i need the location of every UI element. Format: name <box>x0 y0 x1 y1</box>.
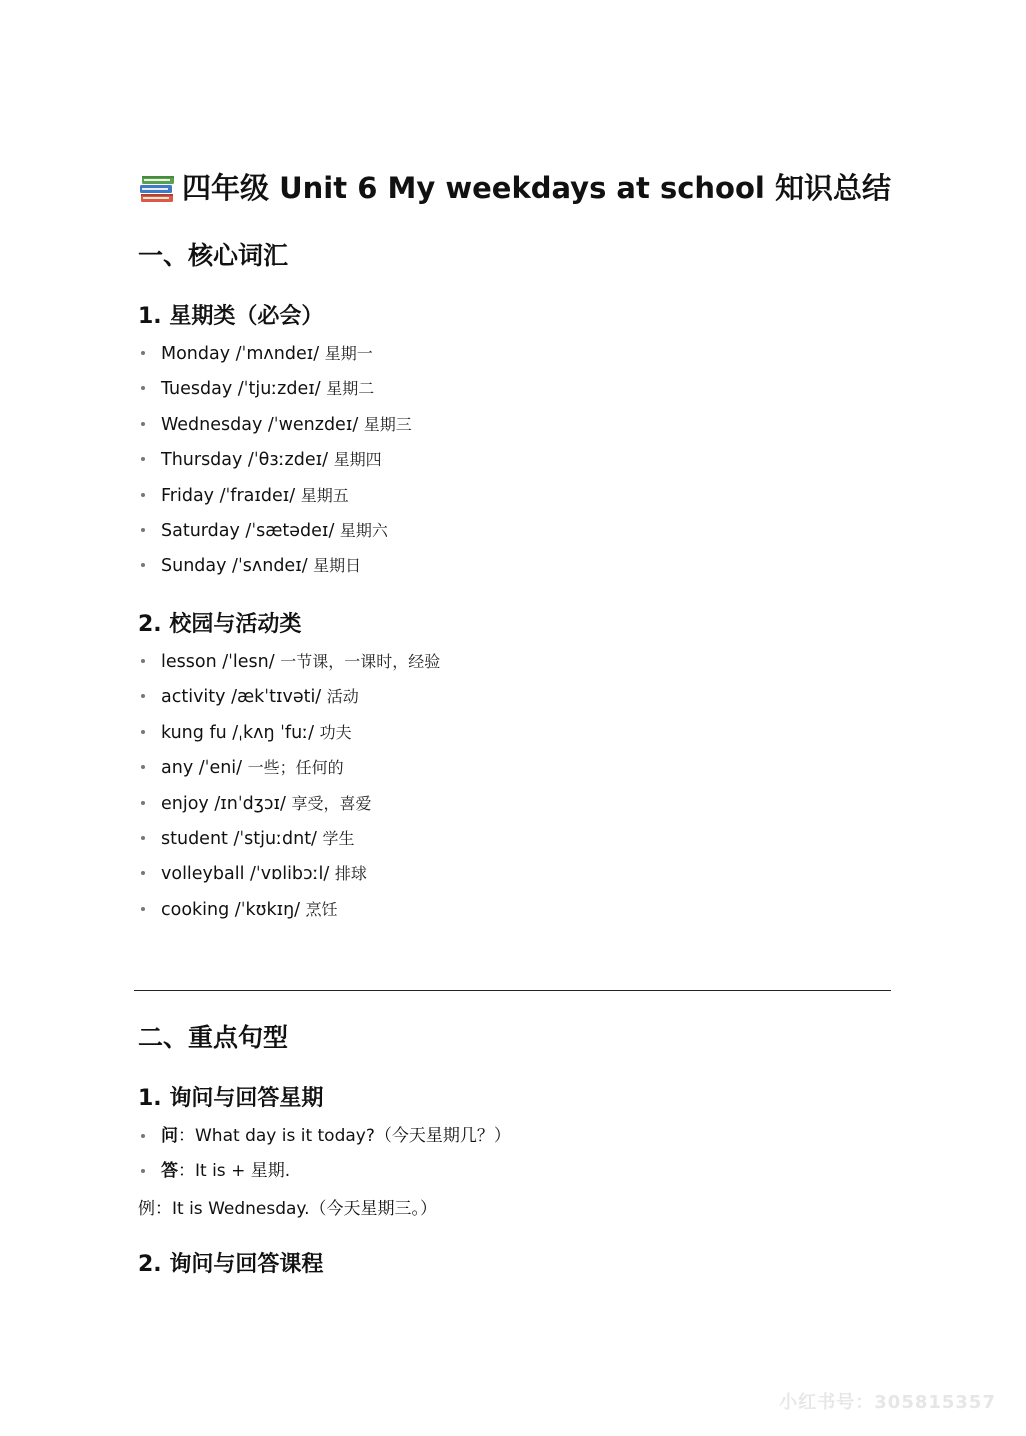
vocab-meaning: 星期日 <box>313 556 362 576</box>
question-line <box>161 1119 511 1154</box>
vocab-entry <box>161 715 352 751</box>
section-heading-vocabulary: 一、核心词汇 <box>138 241 289 270</box>
answer-label: 答 <box>161 1161 178 1182</box>
bullet-icon <box>141 493 145 497</box>
bullet-icon <box>141 907 145 911</box>
bullet-icon <box>141 351 145 355</box>
vocab-entry <box>161 371 374 407</box>
vocab-entry <box>161 750 344 786</box>
bullet-icon <box>141 1169 145 1173</box>
title-text: 四年级 Unit 6 My weekdays at school 知识总结 <box>182 171 891 205</box>
bullet-icon <box>141 1134 145 1138</box>
vocab-entry <box>161 892 338 928</box>
vocab-meaning: 排球 <box>334 864 367 884</box>
vocab-entry <box>161 513 388 549</box>
vocab-meaning: 一些；任何的 <box>247 758 344 778</box>
vocab-meaning: 星期一 <box>324 344 373 363</box>
subheading-weekdays: 1. 星期类（必会） <box>138 304 324 329</box>
bullet-icon <box>141 422 145 426</box>
vocab-meaning: 学生 <box>322 828 355 848</box>
vocab-entry <box>161 679 359 715</box>
books-icon <box>138 170 176 204</box>
bullet-icon <box>141 386 145 390</box>
vocab-meaning: 星期六 <box>339 520 388 540</box>
vocab-meaning: 一节课，一课时，经验 <box>280 652 441 671</box>
vocab-word: volleyball /ˈvɒlibɔːl/ <box>161 864 330 885</box>
vocab-meaning: 星期三 <box>363 414 412 434</box>
subheading-ask-day: 1. 询问与回答星期 <box>138 1086 324 1111</box>
bullet-icon <box>141 528 145 532</box>
vocab-meaning: 星期四 <box>333 450 382 470</box>
vocab-word: Saturday /ˈsætədeɪ/ <box>161 520 335 541</box>
vocab-entry <box>161 548 361 584</box>
vocab-entry <box>161 407 412 443</box>
bullet-icon <box>141 659 145 663</box>
vocab-word: Sunday /ˈsʌndeɪ/ <box>161 556 308 577</box>
vocab-word: Wednesday /ˈwenzdeɪ/ <box>161 414 359 435</box>
bullet-icon <box>141 836 145 840</box>
vocab-meaning: 星期五 <box>300 485 349 505</box>
bullet-icon <box>141 871 145 875</box>
vocab-word: Friday /ˈfraɪdeɪ/ <box>161 485 296 506</box>
vocab-word: activity /ækˈtɪvəti/ <box>161 687 322 708</box>
vocab-meaning: 享受，喜爱 <box>291 793 372 813</box>
vocab-word: lesson /ˈlesn/ <box>161 652 275 672</box>
vocab-entry <box>161 478 349 514</box>
subheading-ask-lessons: 2. 询问与回答课程 <box>138 1252 324 1277</box>
page-title <box>138 166 891 207</box>
vocab-meaning: 烹饪 <box>305 899 338 919</box>
subheading-school-activities: 2. 校园与活动类 <box>138 612 302 637</box>
question-text: ：What day is it today?（今天星期几？） <box>178 1126 511 1146</box>
vocab-meaning: 星期二 <box>326 379 375 399</box>
vocab-entry <box>161 336 373 372</box>
vocab-meaning: 活动 <box>326 687 359 707</box>
vocab-meaning: 功夫 <box>319 722 352 742</box>
vocab-word: enjoy /ɪnˈdʒɔɪ/ <box>161 793 286 814</box>
example-sentence: 例：It is Wednesday.（今天星期三。） <box>138 1199 437 1219</box>
vocab-entry <box>161 442 382 478</box>
vocab-word: Tuesday /ˈtjuːzdeɪ/ <box>161 379 321 400</box>
vocab-word: Thursday /ˈθɜːzdeɪ/ <box>161 450 329 471</box>
question-label: 问 <box>161 1126 178 1146</box>
vocab-word: student /ˈstjuːdnt/ <box>161 828 317 849</box>
section-divider <box>134 990 891 991</box>
bullet-icon <box>141 801 145 805</box>
answer-line <box>161 1154 290 1189</box>
vocab-entry <box>161 644 440 680</box>
bullet-icon <box>141 730 145 734</box>
bullet-icon <box>141 694 145 698</box>
answer-text: ：It is + 星期. <box>178 1161 291 1182</box>
vocab-entry <box>161 786 371 822</box>
section-heading-key-sentences: 二、重点句型 <box>138 1023 289 1052</box>
vocab-word: kung fu /ˌkʌŋ ˈfuː/ <box>161 722 314 743</box>
vocab-word: any /ˈeni/ <box>161 758 243 779</box>
vocab-word: cooking /ˈkʊkɪŋ/ <box>161 899 301 920</box>
bullet-icon <box>141 457 145 461</box>
bullet-icon <box>141 765 145 769</box>
watermark: 小红书号：305815357 <box>779 1392 996 1413</box>
vocab-word: Monday /ˈmʌndeɪ/ <box>161 344 320 364</box>
vocab-entry <box>161 821 355 857</box>
vocab-entry <box>161 856 367 892</box>
bullet-icon <box>141 563 145 567</box>
